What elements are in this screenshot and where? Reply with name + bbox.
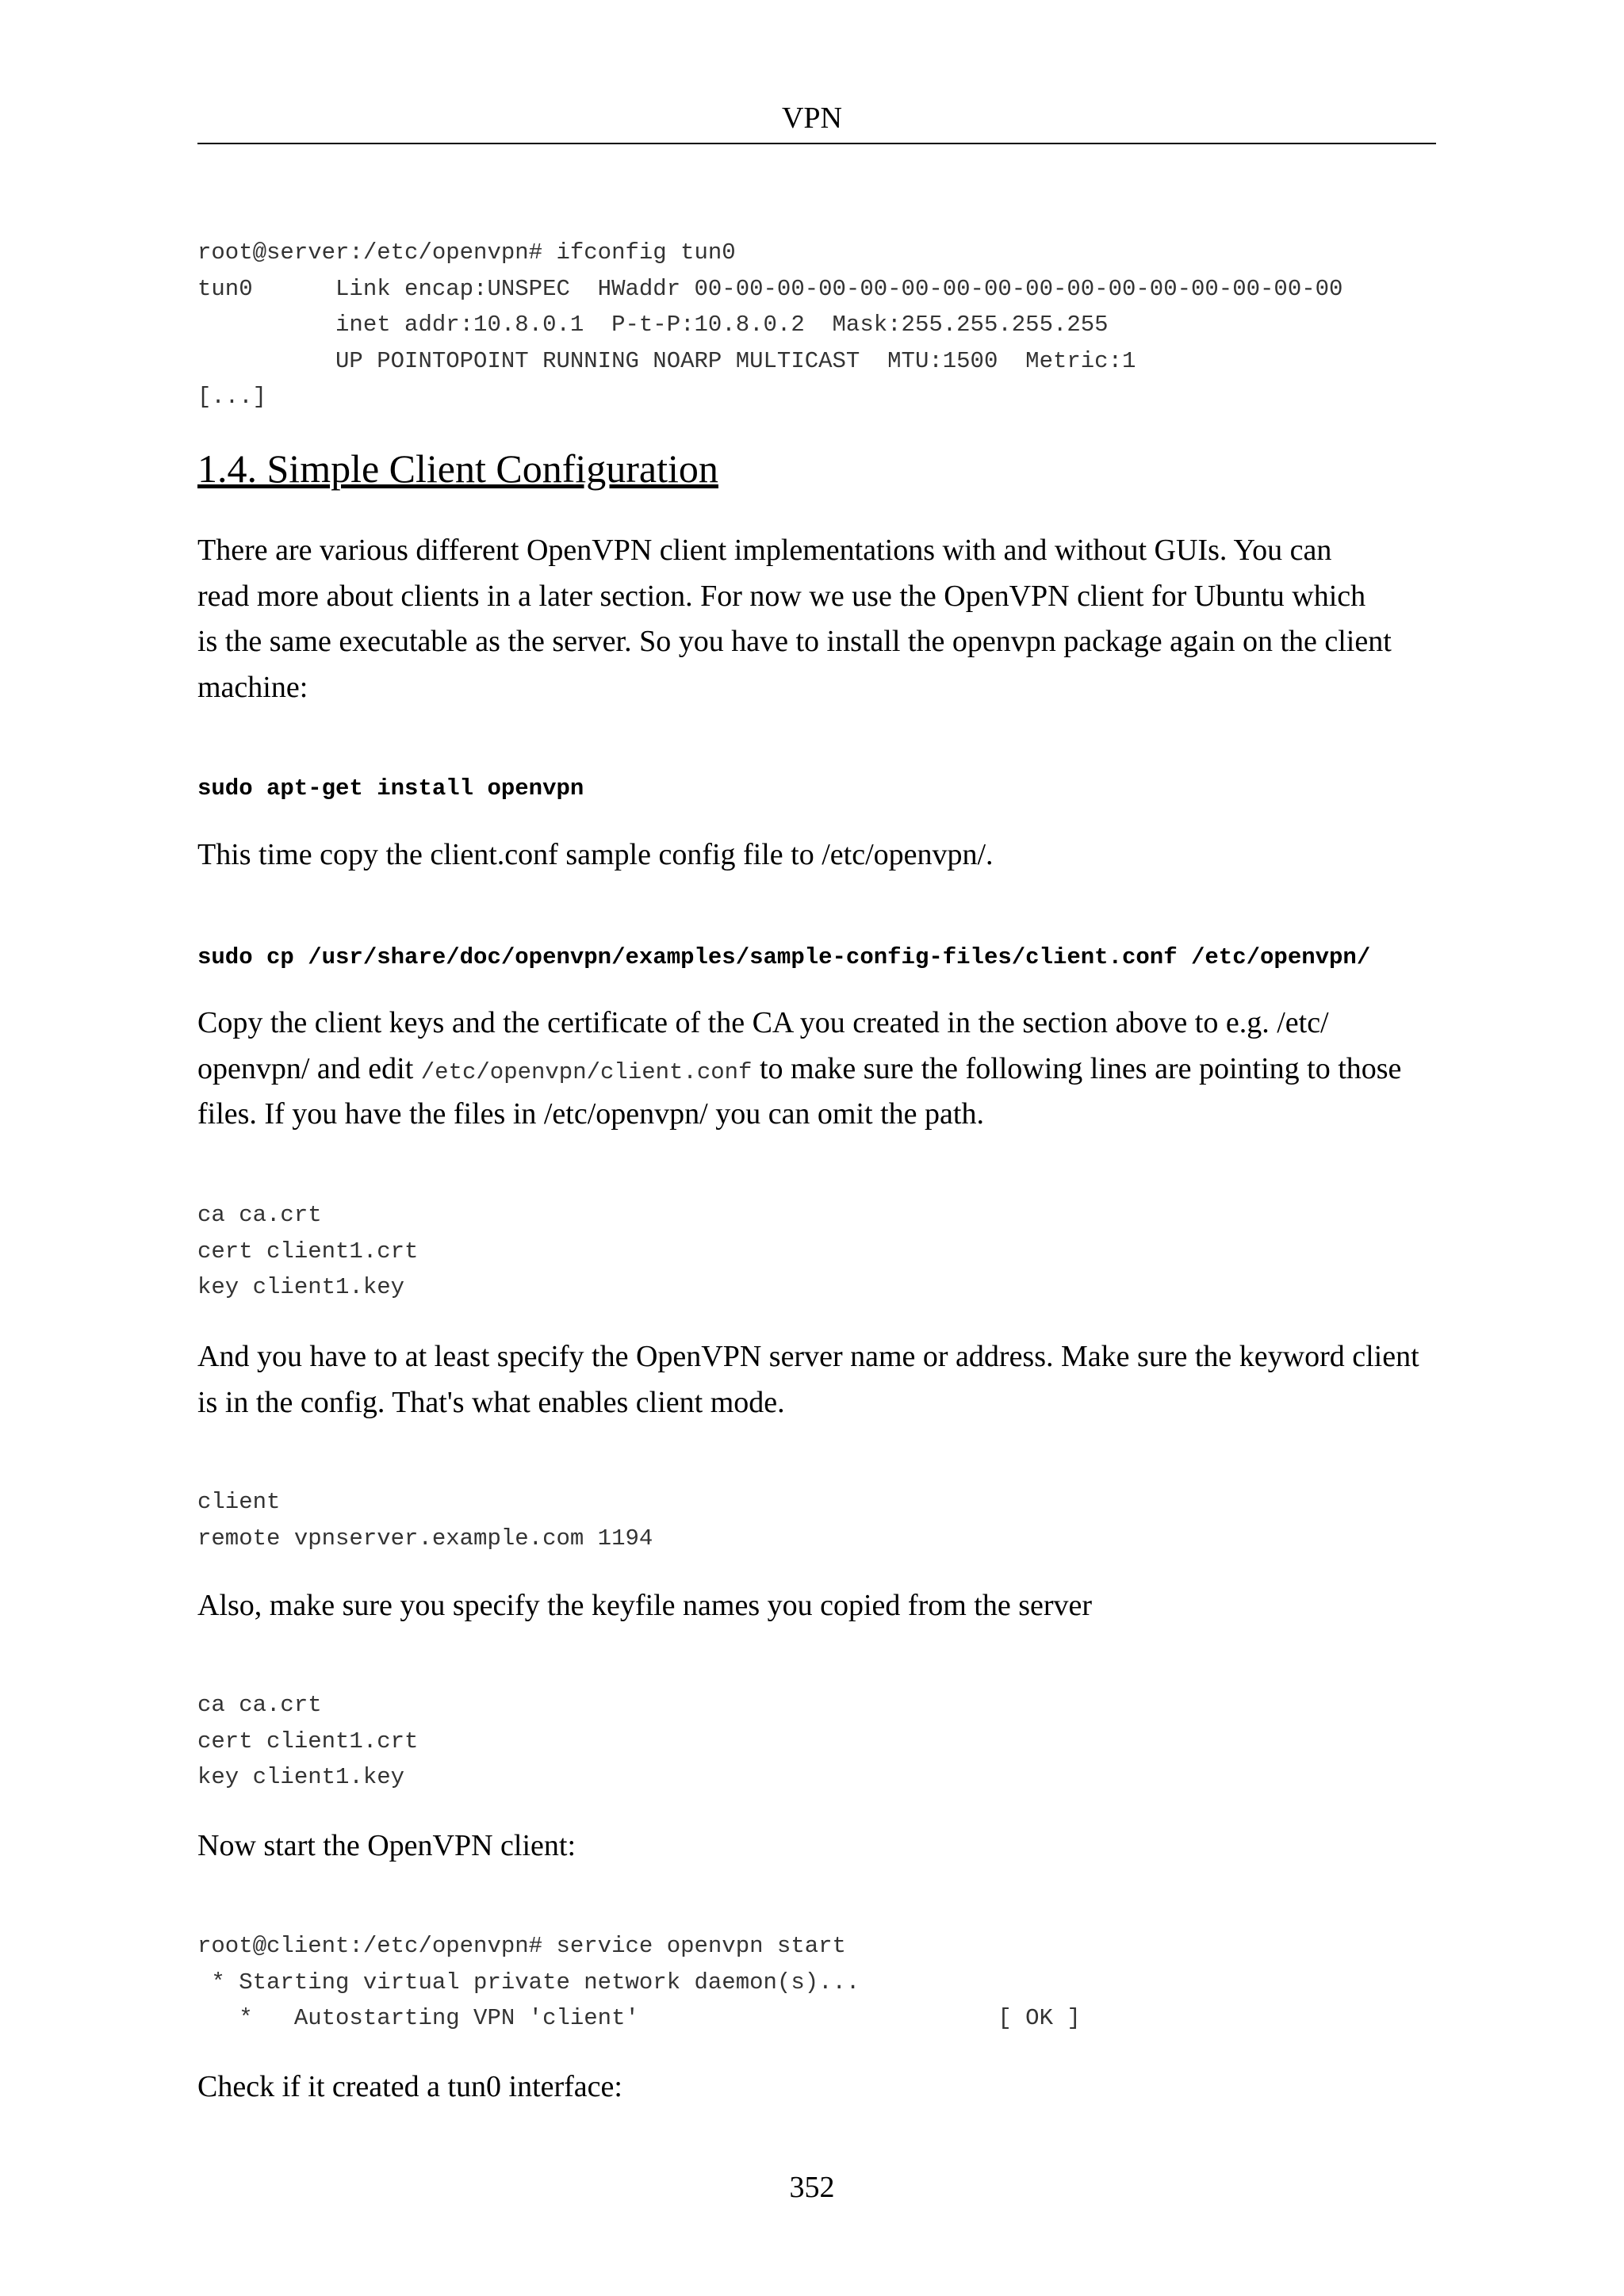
paragraph-line: is the same executable as the server. So you have to install the openvpn package again on the client: [197, 625, 1392, 658]
section-heading: 1.4. Simple Client Configuration: [197, 446, 718, 491]
paragraph-line: [197, 1047, 1450, 1093]
code-line: * Starting virtual private network daemon(s)...: [197, 1969, 860, 1996]
header-rule: [197, 143, 1436, 144]
code-line: UP POINTOPOINT RUNNING NOARP MULTICAST MTU:1500 Metric:1: [197, 347, 1136, 374]
command-install-openvpn: sudo apt-get install openvpn: [197, 775, 584, 802]
code-line: remote vpnserver.example.com 1194: [197, 1525, 653, 1552]
code-line: cert client1.crt: [197, 1728, 419, 1755]
paragraph-line: Copy the client keys and the certificate of the CA you created in the section above to e.g. /etc/: [197, 1006, 1329, 1039]
code-line: client: [197, 1489, 281, 1515]
code-line: * Autostarting VPN 'client' [ OK ]: [197, 2005, 1081, 2031]
check-paragraph: [197, 2064, 1450, 2110]
code-line: ca ca.crt: [197, 1692, 322, 1718]
code-block-keys-2: [197, 1687, 418, 1796]
keyfile-paragraph: [197, 1583, 1450, 1629]
paragraph-line: Also, make sure you specify the keyfile names you copied from the server: [197, 1589, 1093, 1622]
inline-code-client-conf: /etc/openvpn/client.conf: [420, 1058, 753, 1085]
keys-paragraph: [197, 1001, 1450, 1138]
paragraph-text: openvpn/ and edit: [197, 1051, 421, 1085]
paragraph-line: machine:: [197, 670, 308, 704]
code-block-keys-1: [197, 1197, 418, 1306]
paragraph-line: And you have to at least specify the OpenVPN server name or address. Make sure the keyword client: [197, 1340, 1419, 1373]
intro-paragraph: [197, 528, 1450, 710]
page-number: 352: [789, 2171, 835, 2204]
paragraph-text: to make sure the following lines are pointing to those: [752, 1051, 1402, 1085]
command-copy-client-conf: sudo cp /usr/share/doc/openvpn/examples/sample-config-files/client.conf /etc/openvpn/: [197, 944, 1371, 970]
code-line: ca ca.crt: [197, 1202, 322, 1228]
code-line: cert client1.crt: [197, 1238, 419, 1265]
code-block-service-start: [197, 1928, 1081, 2037]
server-name-paragraph: [197, 1334, 1450, 1425]
paragraph-line: is in the config. That's what enables client mode.: [197, 1385, 785, 1419]
code-line: [...]: [197, 384, 267, 410]
paragraph-line: This time copy the client.conf sample config file to /etc/openvpn/.: [197, 838, 994, 871]
code-line: tun0 Link encap:UNSPEC HWaddr 00-00-00-00-00-00-00-00-00-00-00-00-00-00-00-00: [197, 275, 1343, 302]
code-line: key client1.key: [197, 1764, 405, 1790]
running-header-title: VPN: [781, 101, 843, 135]
code-line: root@server:/etc/openvpn# ifconfig tun0: [197, 239, 736, 266]
code-line: inet addr:10.8.0.1 P-t-P:10.8.0.2 Mask:255.255.255.255: [197, 312, 1109, 338]
code-block-ifconfig-server: [197, 235, 1342, 415]
copy-conf-paragraph: [197, 832, 1450, 878]
paragraph-line: read more about clients in a later section. For now we use the OpenVPN client for Ubuntu which: [197, 579, 1366, 613]
paragraph-line: There are various different OpenVPN client implementations with and without GUIs. You can: [197, 534, 1332, 567]
code-block-remote: [197, 1484, 653, 1556]
code-line: root@client:/etc/openvpn# service openvpn start: [197, 1933, 846, 1959]
paragraph-line: files. If you have the files in /etc/openvpn/ you can omit the path.: [197, 1097, 984, 1131]
start-paragraph: [197, 1823, 1450, 1869]
paragraph-line: Now start the OpenVPN client:: [197, 1829, 576, 1862]
paragraph-line: Check if it created a tun0 interface:: [197, 2070, 622, 2103]
code-line: key client1.key: [197, 1274, 405, 1300]
